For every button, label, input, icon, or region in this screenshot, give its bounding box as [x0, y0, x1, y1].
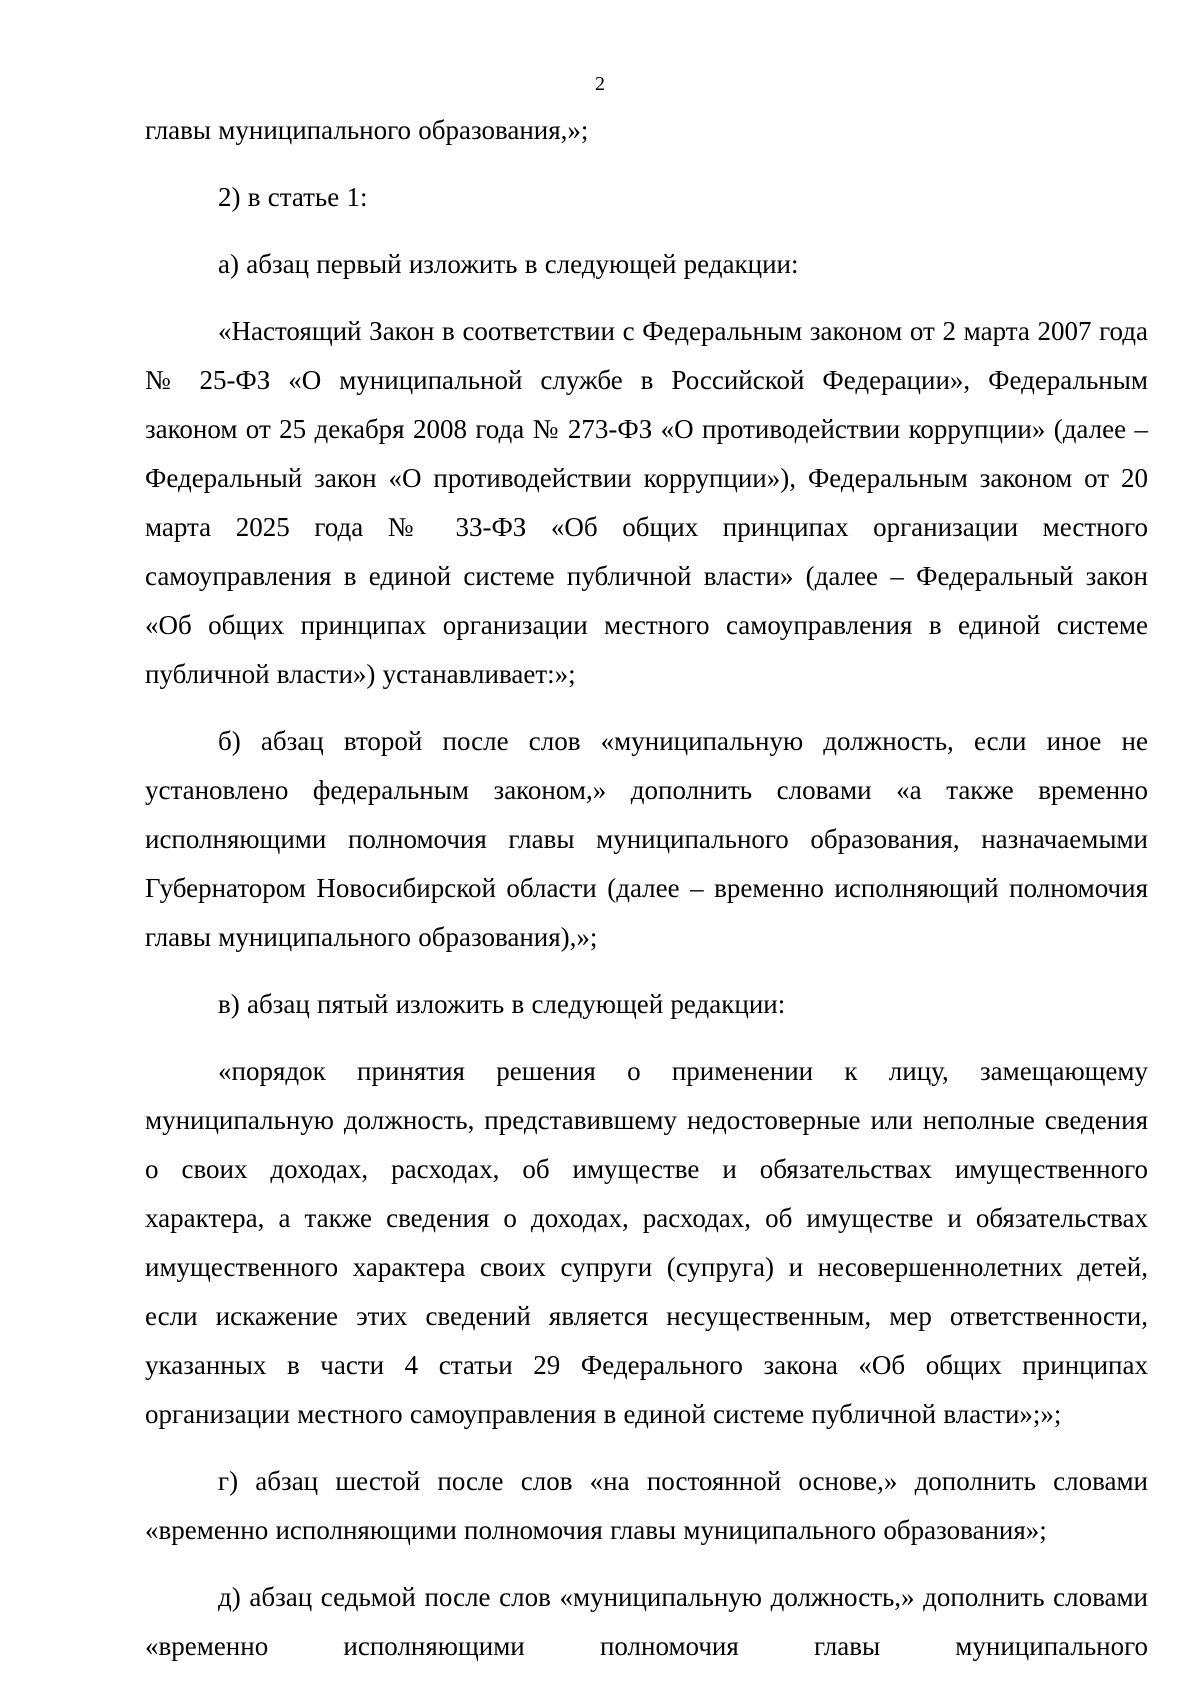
- paragraph-subitem-d: д) абзац седьмой после слов «муниципальную должность,» дополнить словами «временно исполняющими полномочия главы муниципального: [145, 1582, 1148, 1661]
- document-body: [145, 106, 1148, 1689]
- paragraph-quote-first: «Настоящий Закон в соответствии с Федеральным законом от 2 марта 2007 года № 25-ФЗ «О муниципальной службе в Российской Федерации», Федеральным законом от 25 декабря 2008 года № 273-ФЗ «О противодействии коррупции» (далее – Федеральный закон «О противодействии коррупции»), Федеральным законом от 20 марта 2025 года № 33-ФЗ «Об общих принципах организации местного самоуправления в единой системе публичной власти» (далее – Федеральный закон «Об общих принципах организации местного самоуправления в единой системе публичной власти») устанавливает:»;: [145, 316, 1148, 689]
- paragraph-subitem-g: г) абзац шестой после слов «на постоянной основе,» дополнить словами «временно исполняющими полномочия главы муниципального образования»;: [145, 1466, 1148, 1545]
- paragraph-continuation: главы муниципального образования,»;: [145, 115, 589, 145]
- paragraph-subitem-a: а) абзац первый изложить в следующей редакции:: [218, 249, 799, 279]
- paragraph-subitem-v: в) абзац пятый изложить в следующей редакции:: [218, 989, 786, 1019]
- paragraph-quote-fifth: «порядок принятия решения о применении к лицу, замещающему муниципальную должность, представившему недостоверные или неполные сведения о своих доходах, расходах, об имуществе и обязательствах имущественного характера, а также сведения о доходах, расходах, об имуществе и обязательствах имущественного характера своих супруги (супруга) и несовершеннолетних детей, если искажение этих сведений является несущественным, мер ответственности, указанных в части 4 статьи 29 Федерального закона «Об общих принципах организации местного самоуправления в единой системе публичной власти»;»;: [145, 1056, 1148, 1429]
- page-number: 2: [595, 73, 605, 95]
- paragraph-subitem-b: б) абзац второй после слов «муниципальную должность, если иное не установлено федеральным законом,» дополнить словами «а также временно исполняющими полномочия главы муниципального образования, назначаемыми Губернатором Новосибирской области (далее – временно исполняющий полномочия главы муниципального образования),»;: [145, 726, 1148, 952]
- paragraph-item-2: 2) в статье 1:: [218, 182, 368, 212]
